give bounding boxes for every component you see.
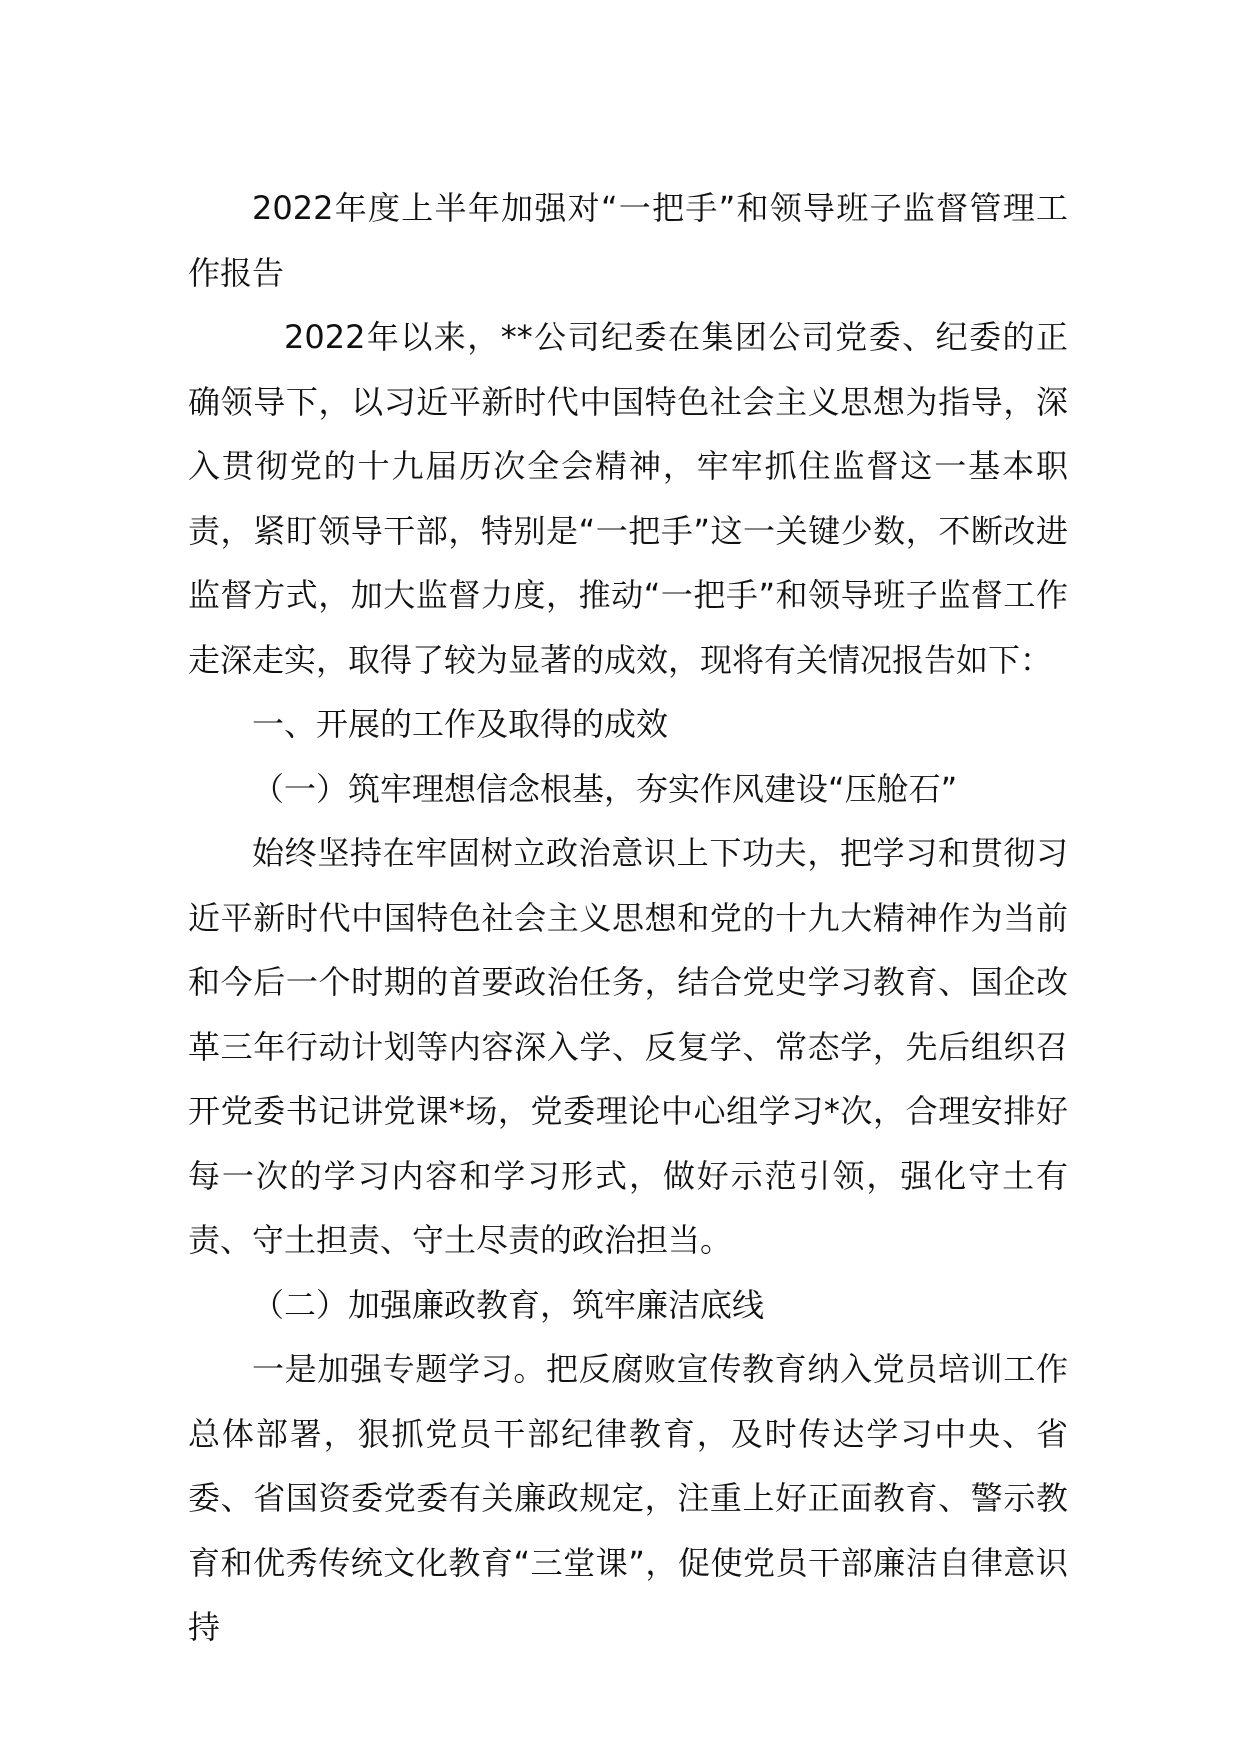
section-heading: 一、开展的工作及取得的成效 (252, 705, 669, 743)
body-paragraph: 始终坚持在牢固树立政治意识上下功夫，把学习和贯彻习近平新时代中国特色社会主义思想和党的十九大精神作为当前和今后一个时期的首要政治任务，结合党史学习教育、国企改革三年行动计划等内容深入学、反复学、常态学，先后组织召开党委书记讲党课*场，党委理论中心组学习*次，合理安排好每一次的学习内容和学习形式，做好示范引领，强化守土有责、守土担责、守土尽责的政治担当。 (188, 834, 1068, 1259)
document-title: 2022年度上半年加强对“一把手”和领导班子监督管理工作报告 (188, 189, 1068, 292)
body-paragraph: 一是加强专题学习。把反腐败宣传教育纳入党员培训工作总体部署，狠抓党员干部纪律教育，及时传达学习中央、省委、省国资委党委有关廉政规定，注重上好正面教育、警示教育和优秀传统文化教育“三堂课”，促使党员干部廉洁自律意识持 (188, 1350, 1068, 1646)
intro-paragraph: 2022年以来，**公司纪委在集团公司党委、纪委的正确领导下，以习近平新时代中国特色社会主义思想为指导，深入贯彻党的十九届历次全会精神，牢牢抓住监督这一基本职责，紧盯领导干部，特别是“一把手”这一关键少数，不断改进监督方式，加大监督力度，推动“一把手”和领导班子监督工作走深走实，取得了较为显著的成效，现将有关情况报告如下： (188, 318, 1068, 679)
subsection-heading: （一）筑牢理想信念根基，夯实作风建设“压舱石” (252, 769, 958, 808)
subsection-heading: （二）加强廉政教育，筑牢廉洁底线 (252, 1285, 765, 1324)
document-body (188, 176, 1068, 1660)
